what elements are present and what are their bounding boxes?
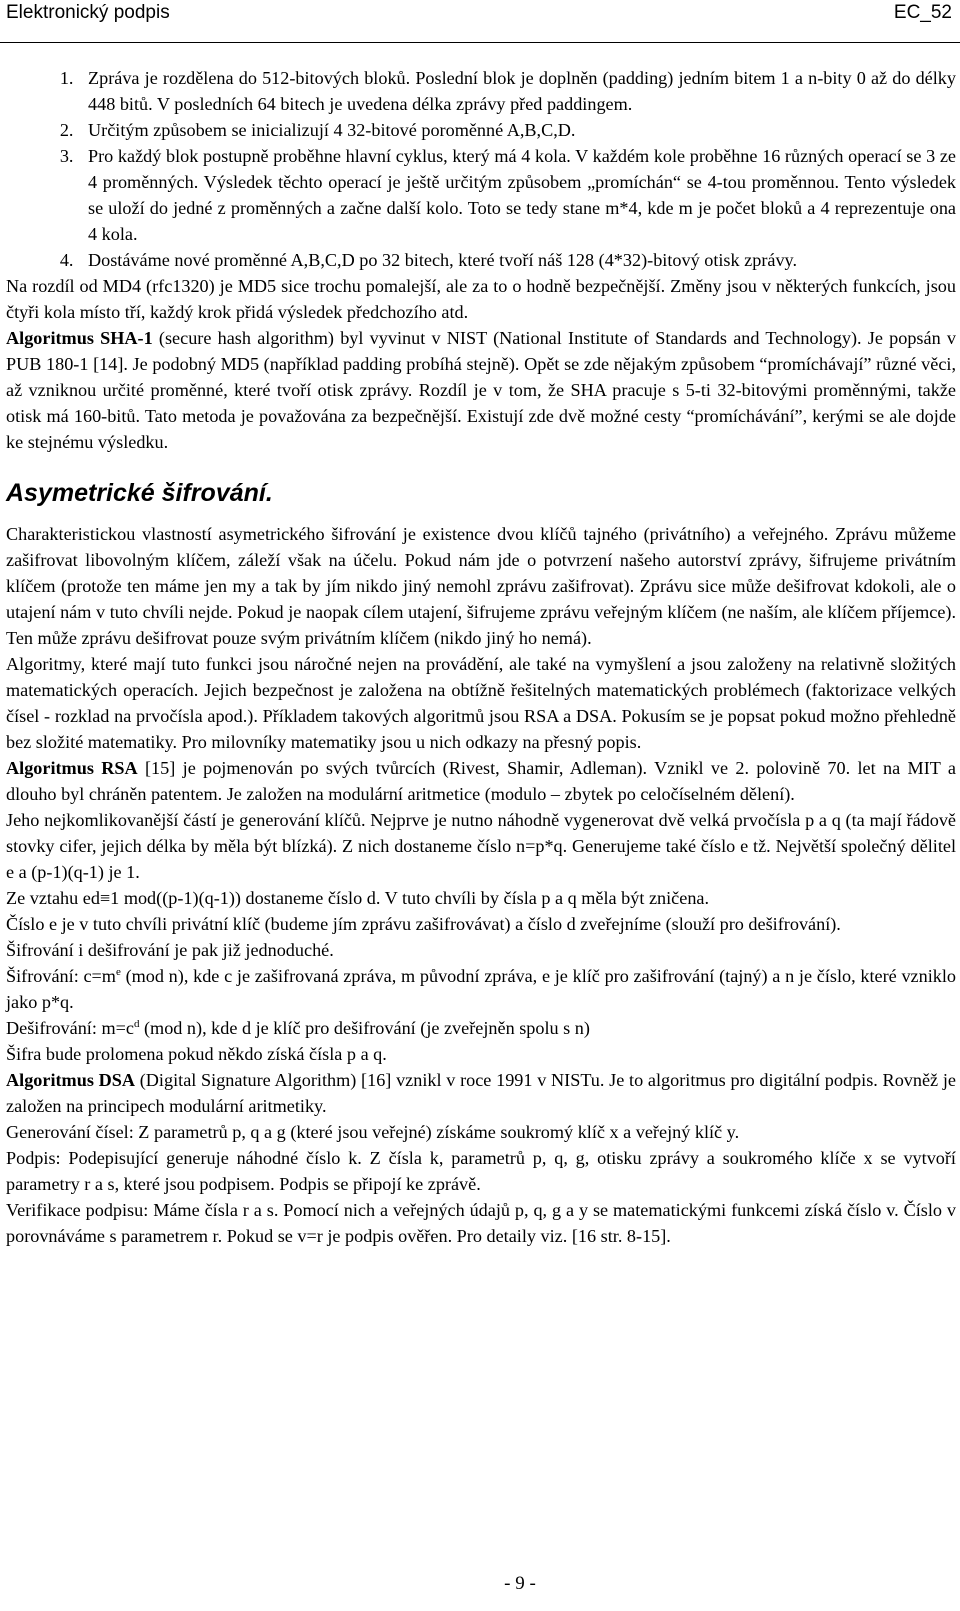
encryption-after: (mod n), kde c je zašifrovaná zpráva, m původní zpráva, e je klíč pro zašifrování (tajný) a n je číslo, které vzniklo jako p*q. <box>6 966 956 1012</box>
signature-paragraph: Podpis: Podepisující generuje náhodné číslo k. Z čísla k, parametrů p, q, g, otisku zprávy a soukromého klíče x se vytvoří parametry r a s, které jsou podpisem. Podpis se připojí ke zprávě. <box>6 1148 956 1194</box>
section-title: Asymetrické šifrování. <box>6 479 273 507</box>
rsa-text: [15] je pojmenován po svých tvůrcích (Rivest, Shamir, Adleman). Vznikl ve 2. polovině 70. let na MIT a dlouho byl chráněn patentem. Je založen na modulární aritmetice (modulo – zbytek po celočíselném dělení). <box>6 758 956 804</box>
sha-lead: Algoritmus SHA-1 <box>6 328 153 348</box>
list-item: 3. Pro každý blok postupně proběhne hlavní cyklus, který má 4 kola. V každém kole proběhne 16 různých operací se 3 ze 4 proměnných. Výsledek těchto operací je ještě určitým způsobem „promíchán“ se 4-tou proměnnou. Tento výsledek se uloží do jedné z proměnných a začne další kolo. Toto se tedy stane m*4, kde m je počet bloků a 4 reprezentuje ona 4 kola. <box>78 143 956 247</box>
private-key-paragraph: Číslo e je v tuto chvíli privátní klíč (budeme jím zprávu zašifrovávat) a číslo d zveřejníme (slouží pro dešifrování). <box>6 914 841 934</box>
md5-steps-list <box>6 65 956 273</box>
encryption-paragraph <box>6 963 956 1015</box>
list-item: 1. Zpráva je rozdělena do 512-bitových bloků. Poslední blok je doplněn (padding) jedním bitem 1 a n-bity 0 až do délky 448 bitů. V posledních 64 bitech je uvedena délka zprávy před paddingem. <box>78 65 956 117</box>
list-item: 2. Určitým způsobem se inicializují 4 32-bitové poroměnné A,B,C,D. <box>78 117 956 143</box>
sha-paragraph <box>6 325 956 455</box>
ed-relation-paragraph: Ze vztahu ed≡1 mod((p-1)(q-1)) dostaneme číslo d. V tuto chvíli by čísla p a q měla být zničena. <box>6 888 710 908</box>
sha-text: (secure hash algorithm) byl vyvinut v NIST (National Institute of Standards and Technology). Je popsán v PUB 180-1 [14]. Je podobný MD5 (například padding probíhá stejně). Opět se zde nějakým způsobem “promíchávají” různé věci, až vzniknou určité proměnné, které tvoří otisk zprávy. Rozdíl je v tom, že SHA pracuje s 5-ti 32-bitovými proměnnými, takže otisk má 160-bitů. Tato metoda je považována za bezpečnější. Existují zde dvě možné cesty “promíchávání”, kerými se ale dojde ke stejnému výsledku. <box>6 328 957 452</box>
dsa-text: (Digital Signature Algorithm) [16] vznikl v roce 1991 v NISTu. Je to algoritmus pro digitální podpis. Rovněž je založen na principech modulární aritmetiky. <box>6 1070 956 1116</box>
rsa-lead: Algoritmus RSA <box>6 758 138 778</box>
md5-comparison-paragraph: Na rozdíl od MD4 (rfc1320) je MD5 sice trochu pomalejší, ale za to o hodně bezpečnější. Změny jsou v některých funkcích, jsou čtyři kola místo tří, každý krok přidá výsledek předchozího atd. <box>6 276 956 322</box>
verification-paragraph: Verifikace podpisu: Máme čísla r a s. Pomocí nich a veřejných údajů p, q, g a y se matematickými funkcemi získá číslo v. Číslo v porovnáváme s parametrem r. Pokud se v=r je podpis ověřen. Pro detaily viz. [16 str. 8-15]. <box>6 1200 956 1246</box>
dsa-lead: Algoritmus DSA <box>6 1070 136 1090</box>
page-footer <box>0 1573 960 1595</box>
list-item: 4. Dostáváme nové proměnné A,B,C,D po 32 bitech, které tvoří náš 128 (4*32)-bitový otisk zprávy. <box>78 247 956 273</box>
decryption-after: (mod n), kde d je klíč pro dešifrování (je zveřejněn spolu s n) <box>139 1018 590 1038</box>
broken-paragraph: Šifra bude prolomena pokud někdo získá čísla p a q. <box>6 1044 387 1064</box>
document-body <box>6 65 956 1249</box>
asymmetric-intro-paragraph: Charakteristickou vlastností asymetrického šifrování je existence dvou klíčů tajného (privátního) a veřejného. Zprávu můžeme zašifrovat libovolným klíčem, záleží však na účelu. Pokud nám jde o potvrzení našeho autorství zprávy, šifrujeme privátním klíčem (protože ten máme jen my a tak by jím nikdo jiný nemohl zprávu zašifrovat). Zprávu sice může dešifrovat kdokoli, ale o utajení nám v tuto chvíli nejde. Pokud je naopak cílem utajení, šifrujeme zprávu veřejným klíčem (ne naším, ale klíčem příjemce). Ten může zprávu dešifrovat pouze svým privátním klíčem (nikdo jiný ho nemá). <box>6 524 956 648</box>
header-code: EC_52 <box>893 2 952 23</box>
algorithms-paragraph: Algoritmy, které mají tuto funkci jsou náročné nejen na provádění, ale také na vymyšlení a jsou založeny na relativně složitých matematických operacích. Jejich bezpečnost je založena na obtížně řešitelných matematických problémech (faktorizace velkých čísel - rozklad na prvočísla apod.). Příkladem takových algoritmů jsou RSA a DSA. Pokusím se je popsat pokud možno přehledně bez složité matematiky. Pro milovníky matematiky jsou u nich odkazy na přesný popis. <box>6 654 956 752</box>
encryption-before: Šifrování: c=m <box>6 966 116 986</box>
decryption-before: Dešifrování: m=c <box>6 1018 134 1038</box>
dsa-paragraph <box>6 1067 956 1119</box>
number-generation-paragraph: Generování čísel: Z parametrů p, q a g (které jsou veřejné) získáme soukromý klíč x a veřejný klíč y. <box>6 1122 740 1142</box>
page-number: - 9 - <box>504 1573 536 1594</box>
decryption-exponent: d <box>133 1017 140 1030</box>
rsa-paragraph <box>6 755 956 807</box>
decryption-paragraph <box>6 1015 956 1041</box>
header-title: Elektronický podpis <box>6 2 170 23</box>
page-header <box>0 0 960 43</box>
encryption-exponent: e <box>115 965 121 978</box>
key-generation-paragraph: Jeho nejkomlikovanější částí je generování klíčů. Nejprve je nutno náhodně vygenerovat dvě velká prvočísla p a q (ta mají řádově stovky cifer, jejich délka by měla být blízká). Z nich dostaneme číslo n=p*q. Generujeme také číslo e tž. Největší společný dělitel e a (p-1)(q-1) je 1. <box>6 810 956 882</box>
simple-paragraph: Šifrování i dešifrování je pak již jednoduché. <box>6 940 334 960</box>
